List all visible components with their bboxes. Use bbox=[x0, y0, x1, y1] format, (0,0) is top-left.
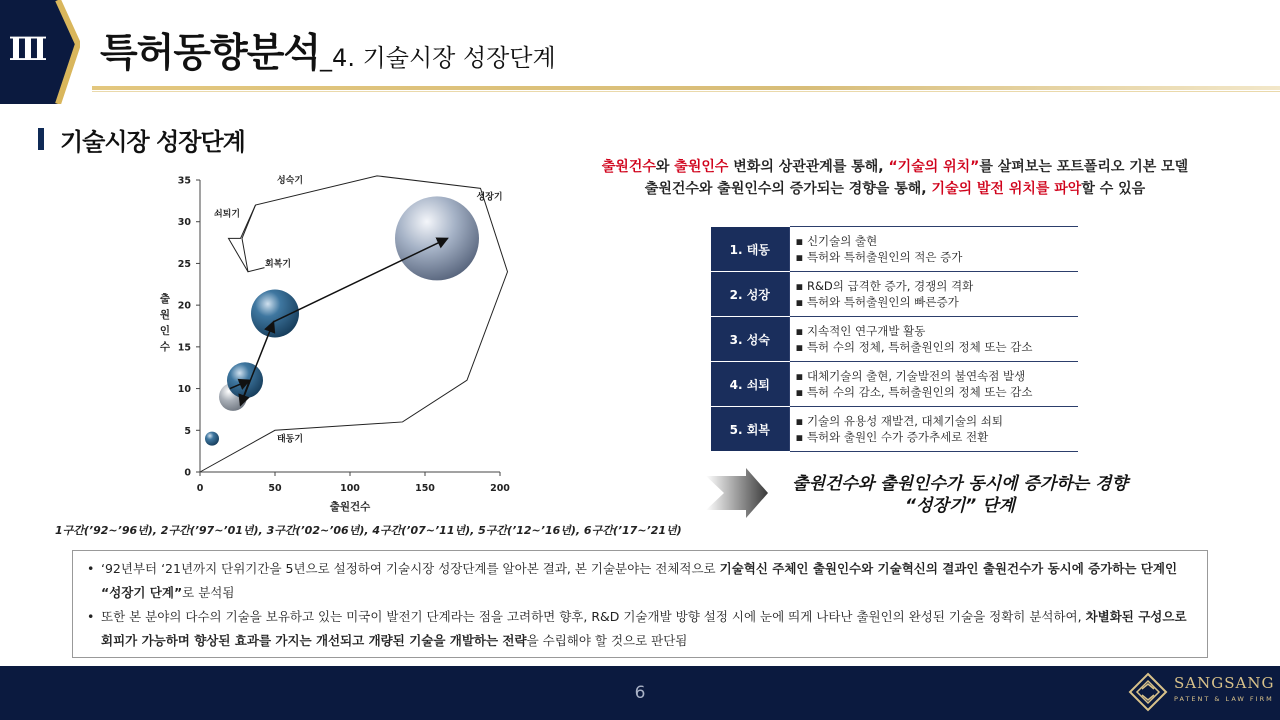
stage-row bbox=[711, 227, 1078, 272]
conclusion-line-2: “성장기” 단계 bbox=[905, 496, 1015, 516]
trend-arrow bbox=[274, 238, 448, 321]
summary-text: 또한 본 분야의 다수의 기술을 보유하고 있는 미국이 발전기 단계라는 점을 고려하면 향후, R&D 기술개발 방향 설정 시에 눈에 띄게 나타난 출원인의 완성된 기술을 정확히 분석하여, bbox=[101, 609, 1086, 624]
stage-name: 5. 회복 bbox=[711, 407, 789, 452]
section-badge-numeral: Ⅲ bbox=[8, 30, 48, 68]
stage-label: 쇠퇴기 bbox=[213, 209, 241, 220]
line2-segment: 출원건수와 출원인수의 증가되는 경향을 통해, bbox=[644, 181, 932, 197]
stage-description-line: ▪ 특허와 출원인 수가 증가추세로 전환 bbox=[795, 430, 989, 444]
line2-segment: 기술의 발전 위치를 파악 bbox=[931, 181, 1082, 197]
stage-name: 2. 성장 bbox=[711, 272, 789, 317]
line1-segment: 출원인수 bbox=[674, 159, 729, 175]
y-tick-label: 30 bbox=[177, 217, 191, 229]
y-axis-label-char: 인 bbox=[159, 325, 171, 337]
stage-description-line: ▪ 특허와 특허출원인의 빠른증가 bbox=[795, 295, 959, 309]
chevron-arrow-icon bbox=[706, 468, 768, 518]
stage-description-line: ▪ 특허와 특허출원인의 적은 증가 bbox=[795, 250, 963, 264]
stage-label: 회복기 bbox=[264, 259, 292, 270]
period-legend: 1구간(’92~’96년), 2구간(’97~’01년), 3구간(’02~’06년), 4구간(’07~’11년), 5구간(’12~’16년), 6구간(’17~’21년) bbox=[55, 524, 682, 537]
section-marker bbox=[38, 128, 44, 150]
x-axis-label: 출원건수 bbox=[329, 501, 371, 513]
description-line-1 bbox=[560, 156, 1230, 176]
stage-row bbox=[711, 407, 1078, 452]
summary-text: 기술혁신 주체인 출원인수와 기술혁신의 결과인 출원건수가 동시에 증가하는 단계인 “성장기 단계” bbox=[101, 561, 1178, 600]
stage-label: 성숙기 bbox=[276, 176, 304, 186]
y-axis-label bbox=[159, 292, 171, 353]
stage-description-line: ▪ 신기술의 출현 bbox=[795, 234, 878, 248]
stage-description-line: ▪ 특허 수의 감소, 특허출원인의 정체 또는 감소 bbox=[795, 385, 1033, 399]
summary-item bbox=[87, 557, 1197, 605]
line1-segment: 와 bbox=[655, 159, 675, 175]
line1-segment: 변화의 상관관계를 통해, bbox=[728, 159, 889, 175]
summary-list bbox=[87, 557, 1197, 653]
stage-row bbox=[711, 362, 1078, 407]
summary-text: 을 수립해야 할 것으로 판단됨 bbox=[526, 633, 688, 648]
y-tick-label: 15 bbox=[177, 342, 191, 354]
stage-name: 1. 태동 bbox=[711, 227, 789, 272]
stage-description bbox=[789, 407, 1078, 452]
conclusion-line-1: 출원건수와 출원인수가 동시에 증가하는 경향 bbox=[792, 474, 1128, 494]
stage-row bbox=[711, 317, 1078, 362]
y-tick-label: 10 bbox=[177, 384, 191, 396]
section-title: 기술시장 성장단계 bbox=[60, 128, 245, 156]
header-divider bbox=[92, 86, 1280, 90]
summary-item bbox=[87, 605, 1197, 653]
y-axis-label-char: 원 bbox=[159, 309, 171, 321]
stage-description-line: ▪ R&D의 급격한 증가, 경쟁의 격화 bbox=[795, 279, 974, 293]
line1-segment: 를 살펴보는 포트폴리오 기본 모델 bbox=[979, 159, 1189, 175]
y-tick-label: 0 bbox=[184, 467, 191, 479]
stage-name: 3. 성숙 bbox=[711, 317, 789, 362]
chart-points bbox=[205, 196, 479, 445]
summary-text: 로 분석됨 bbox=[182, 585, 235, 600]
stage-label: 성장기 bbox=[476, 192, 503, 203]
stage-label: 태동기 bbox=[276, 434, 304, 445]
line1-segment: 출원건수 bbox=[601, 159, 656, 175]
summary-text: ‘92년부터 ‘21년까지 단위기간을 5년으로 설정하여 기술시장 성장단계를 알아본 결과, 본 기술분야는 전체적으로 bbox=[101, 561, 720, 576]
stage-description bbox=[789, 272, 1078, 317]
stage-table bbox=[711, 226, 1078, 452]
y-tick-label: 5 bbox=[184, 425, 191, 437]
logo-name: SANGSANG bbox=[1174, 674, 1275, 692]
x-tick-label: 100 bbox=[340, 483, 360, 494]
line2-segment: 할 수 있음 bbox=[1081, 181, 1146, 197]
x-tick-label: 0 bbox=[196, 483, 204, 494]
stage-description bbox=[789, 362, 1078, 407]
stage-row bbox=[711, 272, 1078, 317]
description-line-2 bbox=[560, 178, 1230, 198]
section-badge bbox=[0, 0, 80, 104]
x-tick-label: 200 bbox=[490, 483, 510, 494]
y-tick-label: 35 bbox=[177, 175, 191, 187]
line1-segment: “기술의 위치” bbox=[888, 159, 980, 175]
page-number: 6 bbox=[634, 683, 646, 703]
summary-box bbox=[72, 550, 1208, 658]
page-title bbox=[100, 22, 556, 78]
data-point-1구간 bbox=[205, 432, 219, 446]
stage-name: 4. 쇠퇴 bbox=[711, 362, 789, 407]
y-axis-label-char: 수 bbox=[159, 341, 171, 353]
page-subtitle: _4. 기술시장 성장단계 bbox=[320, 44, 556, 72]
y-tick-label: 20 bbox=[177, 300, 191, 312]
data-point-5구간 bbox=[395, 196, 479, 280]
x-tick-label: 50 bbox=[268, 483, 282, 494]
stage-description bbox=[789, 227, 1078, 272]
logo-icon bbox=[1128, 672, 1168, 712]
x-tick-label: 150 bbox=[415, 483, 435, 494]
logo-subtitle: PATENT & LAW FIRM bbox=[1174, 695, 1274, 703]
stage-description-line: ▪ 특허 수의 정체, 특허출원인의 정체 또는 감소 bbox=[795, 340, 1033, 354]
conclusion bbox=[760, 473, 1160, 517]
y-tick-label: 25 bbox=[177, 258, 191, 270]
summary-text: 차별화된 구성으로 회피가 가능하며 향상된 효과를 가지는 개선되고 개량된 기술을 개발하는 전략 bbox=[101, 609, 1187, 648]
growth-stage-chart bbox=[155, 168, 520, 518]
header-divider-thin bbox=[92, 91, 1280, 92]
page-title-main: 특허동향분석 bbox=[100, 31, 321, 76]
stage-description bbox=[789, 317, 1078, 362]
y-axis-label-char: 출 bbox=[159, 293, 171, 305]
stage-description-line: ▪ 지속적인 연구개발 활동 bbox=[795, 324, 926, 338]
stage-description-line: ▪ 대체기술의 출현, 기술발전의 불연속점 발생 bbox=[795, 369, 1026, 383]
stage-description-line: ▪ 기술의 유용성 재발견, 대체기술의 쇠퇴 bbox=[795, 414, 1003, 428]
